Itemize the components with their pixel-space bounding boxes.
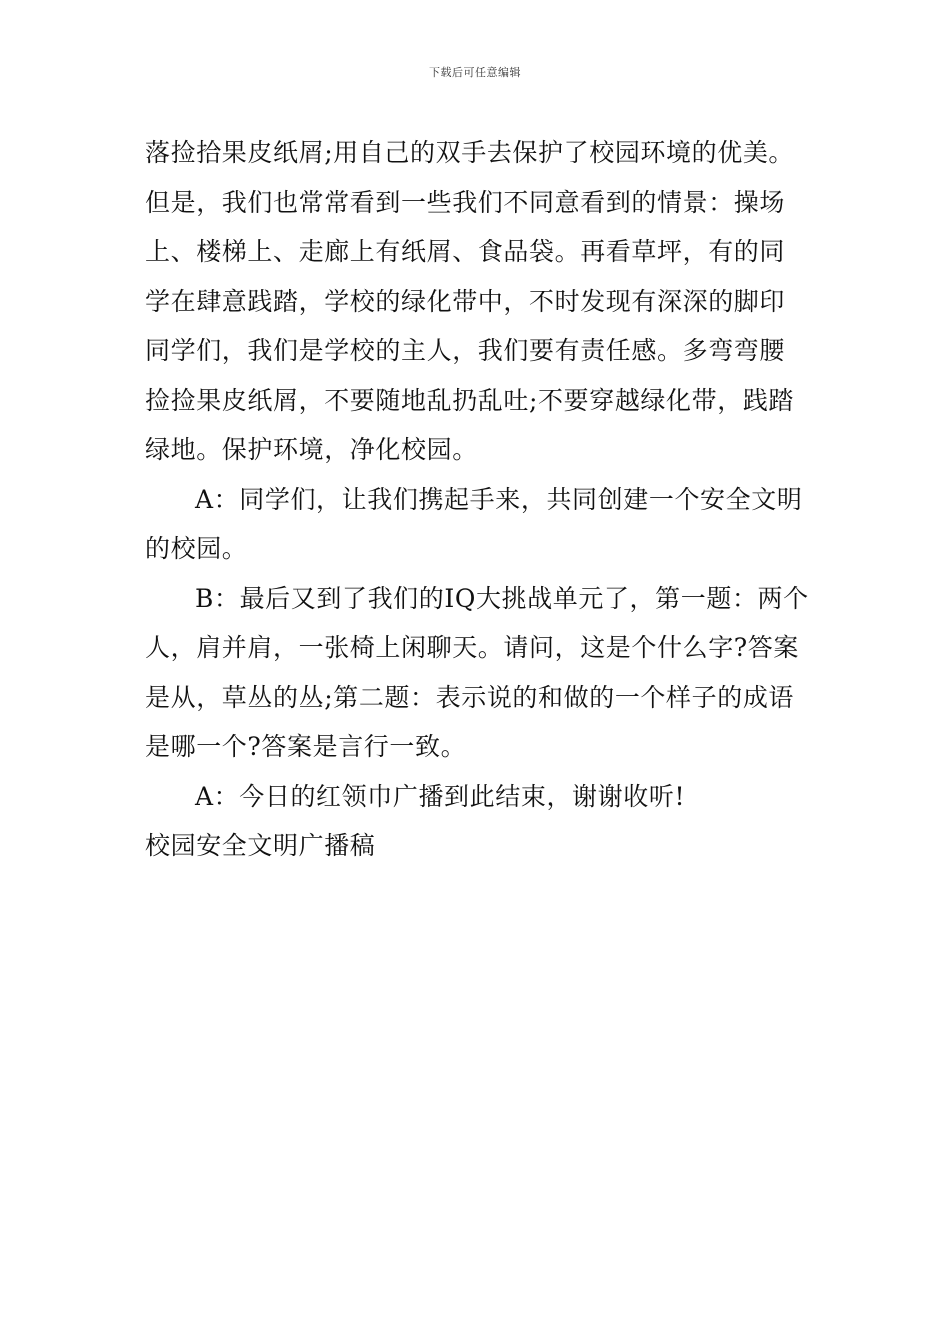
text-line: 但是，我们也常常看到一些我们不同意看到的情景：操场 <box>145 187 786 217</box>
dialogue-line-b: B：最后又到了我们的IQ大挑战单元了，第一题：两个 <box>195 583 809 613</box>
text-line: 上、楼梯上、走廊上有纸屑、食品袋。再看草坪，有的同 <box>145 237 786 266</box>
text-line: 的校园。 <box>145 534 248 563</box>
header-note: 下载后可任意编辑 <box>429 66 521 79</box>
text-line: 捡捡果皮纸屑，不要随地乱扔乱吐;不要穿越绿化带，践踏 <box>145 385 795 415</box>
text-line: 绿地。保护环境，净化校园。 <box>145 435 478 464</box>
document-body <box>145 128 807 871</box>
dialogue-line-a-closing: A：今日的红领巾广播到此结束，谢谢收听! <box>195 781 686 811</box>
document-title-footer: 校园安全文明广播稿 <box>145 831 376 860</box>
text-line: 同学们，我们是学校的主人，我们要有责任感。多弯弯腰 <box>145 336 786 365</box>
text-line: 人，肩并肩，一张椅上闲聊天。请问，这是个什么字?答案 <box>145 633 800 662</box>
text-line: 是哪一个?答案是言行一致。 <box>145 732 467 761</box>
dialogue-line-a: A：同学们，让我们携起手来，共同创建一个安全文明 <box>195 484 803 514</box>
text-line: 学在肆意践踏，学校的绿化带中，不时发现有深深的脚印 <box>145 286 786 316</box>
text-line: 是从，草丛的丛;第二题：表示说的和做的一个样子的成语 <box>145 682 795 712</box>
text-line: 落捡拾果皮纸屑;用自己的双手去保护了校园环境的优美。 <box>145 138 795 167</box>
